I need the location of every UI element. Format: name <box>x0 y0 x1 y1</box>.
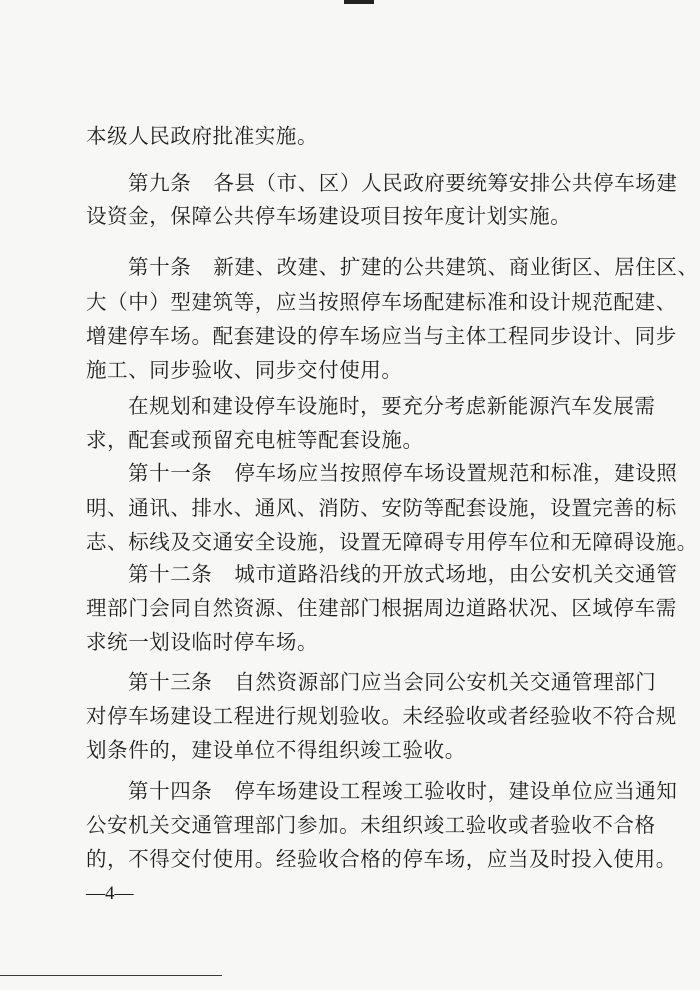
line-text: 大（中）型建筑等，应当按照停车场配建标准和设计规范配建、 <box>86 290 677 314</box>
article-number: 第十二条 <box>128 562 213 586</box>
text-line <box>86 849 677 870</box>
line-text: 城市道路沿线的开放式场地，由公安机关交通管 <box>234 562 678 586</box>
text-line <box>86 815 656 836</box>
text-line <box>86 598 677 619</box>
line-text: 划条件的，建设单位不得组织竣工验收。 <box>86 738 466 762</box>
article-number: 第十三条 <box>128 670 213 694</box>
text-line <box>86 206 571 227</box>
line-text: 明、通讯、排水、通风、消防、安防等配套设施，设置完善的标 <box>86 496 677 520</box>
line-text: 本级人民政府批准实施。 <box>86 124 319 148</box>
line-text: 各县（市、区）人民政府要统筹安排公共停车场建 <box>213 171 678 195</box>
article-number: 第九条 <box>128 171 192 195</box>
line-text: 对停车场建设工程进行规划验收。未经验收或者经验收不符合规 <box>86 704 677 728</box>
line-text: 理部门会同自然资源、住建部门根据周边道路状况、区域停车需 <box>86 596 677 620</box>
text-line <box>86 740 466 761</box>
text-line <box>86 532 698 553</box>
line-text: 新建、改建、扩建的公共建筑、商业街区、居住区、 <box>213 255 699 279</box>
text-line <box>86 632 318 653</box>
line-text: 施工、同步验收、同步交付使用。 <box>86 358 403 382</box>
article-number: 第十条 <box>128 255 192 279</box>
bottom-rule <box>0 975 222 976</box>
article-line <box>128 463 678 484</box>
article-line <box>128 173 678 194</box>
page-number: —4— <box>86 883 134 904</box>
article-line <box>128 781 678 802</box>
text-line <box>86 326 677 347</box>
article-number: 第十一条 <box>128 461 213 485</box>
text-line <box>86 430 424 451</box>
line-text: 的，不得交付使用。经验收合格的停车场，应当及时投入使用。 <box>86 847 677 871</box>
line-text: 志、标线及交通安全设施，设置无障碍专用停车位和无障碍设施。 <box>86 530 698 554</box>
line-text: 增建停车场。配套建设的停车场应当与主体工程同步设计、同步 <box>86 324 677 348</box>
article-line <box>128 564 678 585</box>
article-line <box>128 672 656 693</box>
text-line <box>86 126 318 147</box>
article-line <box>128 257 699 278</box>
text-line <box>86 498 677 519</box>
text-line <box>86 706 677 727</box>
scan-mark <box>344 0 374 4</box>
line-text: 自然资源部门应当会同公安机关交通管理部门 <box>234 670 657 694</box>
article-number: 第十四条 <box>128 779 213 803</box>
text-line <box>128 396 656 417</box>
text-line <box>86 292 677 313</box>
line-text: 停车场建设工程竣工验收时，建设单位应当通知 <box>234 779 678 803</box>
line-text: 在规划和建设停车设施时，要充分考虑新能源汽车发展需 <box>128 394 656 418</box>
text-line <box>86 360 403 381</box>
line-text: 设资金，保障公共停车场建设项目按年度计划实施。 <box>86 204 572 228</box>
line-text: 求统一划设临时停车场。 <box>86 630 319 654</box>
line-text: 停车场应当按照停车场设置规范和标准，建设照 <box>234 461 678 485</box>
line-text: 求，配套或预留充电桩等配套设施。 <box>86 428 424 452</box>
line-text: 公安机关交通管理部门参加。未组织竣工验收或者验收不合格 <box>86 813 656 837</box>
